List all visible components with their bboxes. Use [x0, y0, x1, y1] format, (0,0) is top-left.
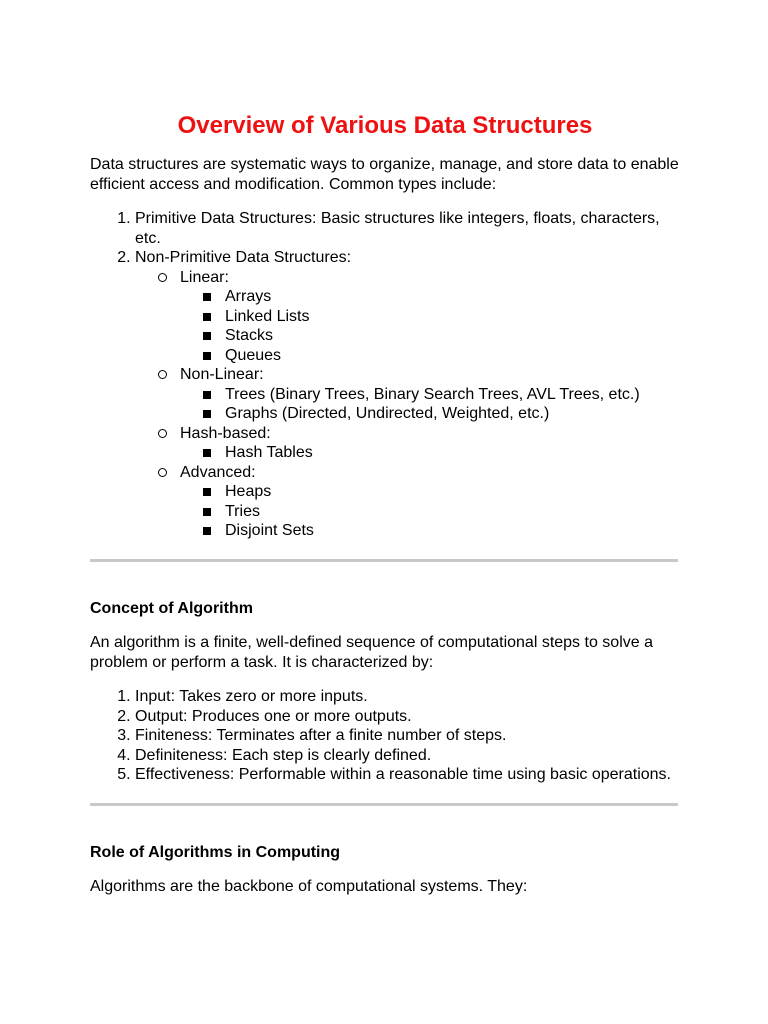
hash-based-items	[180, 443, 680, 463]
list-item	[135, 746, 680, 766]
category-label: Non-Linear:	[180, 366, 264, 383]
role-heading: Role of Algorithms in Computing	[90, 843, 341, 861]
list-item	[225, 346, 680, 366]
document-content	[90, 112, 680, 897]
square-bullet-icon	[203, 527, 211, 535]
item-text: Heaps	[225, 483, 272, 500]
circle-bullet-icon	[158, 468, 167, 477]
algorithm-heading: Concept of Algorithm	[90, 599, 253, 617]
square-bullet-icon	[203, 488, 211, 496]
list-item	[225, 404, 680, 424]
section-divider	[90, 803, 678, 806]
square-bullet-icon	[203, 508, 211, 516]
square-bullet-icon	[203, 313, 211, 321]
item-text: Input: Takes zero or more inputs.	[135, 688, 368, 705]
square-bullet-icon	[203, 449, 211, 457]
circle-bullet-icon	[158, 273, 167, 282]
item-text: Arrays	[225, 288, 272, 305]
category-linear	[180, 268, 680, 366]
list-item	[135, 726, 680, 746]
linear-items	[180, 287, 680, 365]
circle-bullet-icon	[158, 429, 167, 438]
circle-bullet-icon	[158, 370, 167, 379]
section-divider	[90, 559, 678, 562]
data-structure-types-list	[90, 209, 680, 541]
list-item	[225, 385, 680, 405]
item-text: Graphs (Directed, Undirected, Weighted, etc.)	[225, 405, 550, 422]
category-non-linear	[180, 365, 680, 424]
page-title: Overview of Various Data Structures	[177, 112, 593, 139]
category-label: Hash-based:	[180, 424, 271, 442]
square-bullet-icon	[203, 332, 211, 340]
list-item	[135, 765, 680, 785]
item-text: Effectiveness: Performable within a reasonable time using basic operations.	[135, 766, 671, 783]
category-advanced	[180, 463, 680, 541]
square-bullet-icon	[203, 391, 211, 399]
item-text: Definiteness: Each step is clearly defined.	[135, 746, 432, 764]
list-item	[225, 482, 680, 502]
category-label: Linear:	[180, 268, 229, 286]
square-bullet-icon	[203, 352, 211, 360]
advanced-items	[180, 482, 680, 541]
primitive-text: Primitive Data Structures: Basic structures like integers, floats, characters, etc.	[135, 210, 660, 247]
category-hash-based	[180, 424, 680, 463]
square-bullet-icon	[203, 293, 211, 301]
algorithm-characteristics-list	[90, 687, 680, 785]
list-item-non-primitive	[135, 248, 680, 541]
algorithm-paragraph: An algorithm is a finite, well-defined sequence of computational steps to solve a problem or perform a task. It is characterized by:	[90, 634, 653, 671]
item-text: Hash Tables	[225, 444, 313, 461]
category-label: Advanced:	[180, 463, 256, 481]
list-item	[135, 687, 680, 707]
item-text: Queues	[225, 346, 282, 364]
item-text: Output: Produces one or more outputs.	[135, 707, 412, 725]
item-text: Trees (Binary Trees, Binary Search Trees, AVL Trees, etc.)	[225, 385, 640, 403]
list-item	[225, 521, 680, 541]
list-item	[225, 287, 680, 307]
non-primitive-sublist	[135, 268, 680, 541]
item-text: Stacks	[225, 327, 274, 344]
item-text: Linked Lists	[225, 307, 310, 325]
list-item	[135, 707, 680, 727]
non-primitive-text: Non-Primitive Data Structures:	[135, 249, 352, 266]
intro-paragraph: Data structures are systematic ways to organize, manage, and store data to enable efficient access and modification. Common types include:	[90, 156, 679, 193]
list-item	[225, 443, 680, 463]
square-bullet-icon	[203, 410, 211, 418]
list-item	[225, 307, 680, 327]
item-text: Finiteness: Terminates after a finite number of steps.	[135, 727, 507, 744]
item-text: Disjoint Sets	[225, 522, 314, 539]
role-paragraph: Algorithms are the backbone of computational systems. They:	[90, 878, 528, 895]
list-item-primitive	[135, 209, 680, 248]
non-linear-items	[180, 385, 680, 424]
list-item	[225, 502, 680, 522]
list-item	[225, 326, 680, 346]
item-text: Tries	[225, 502, 260, 520]
